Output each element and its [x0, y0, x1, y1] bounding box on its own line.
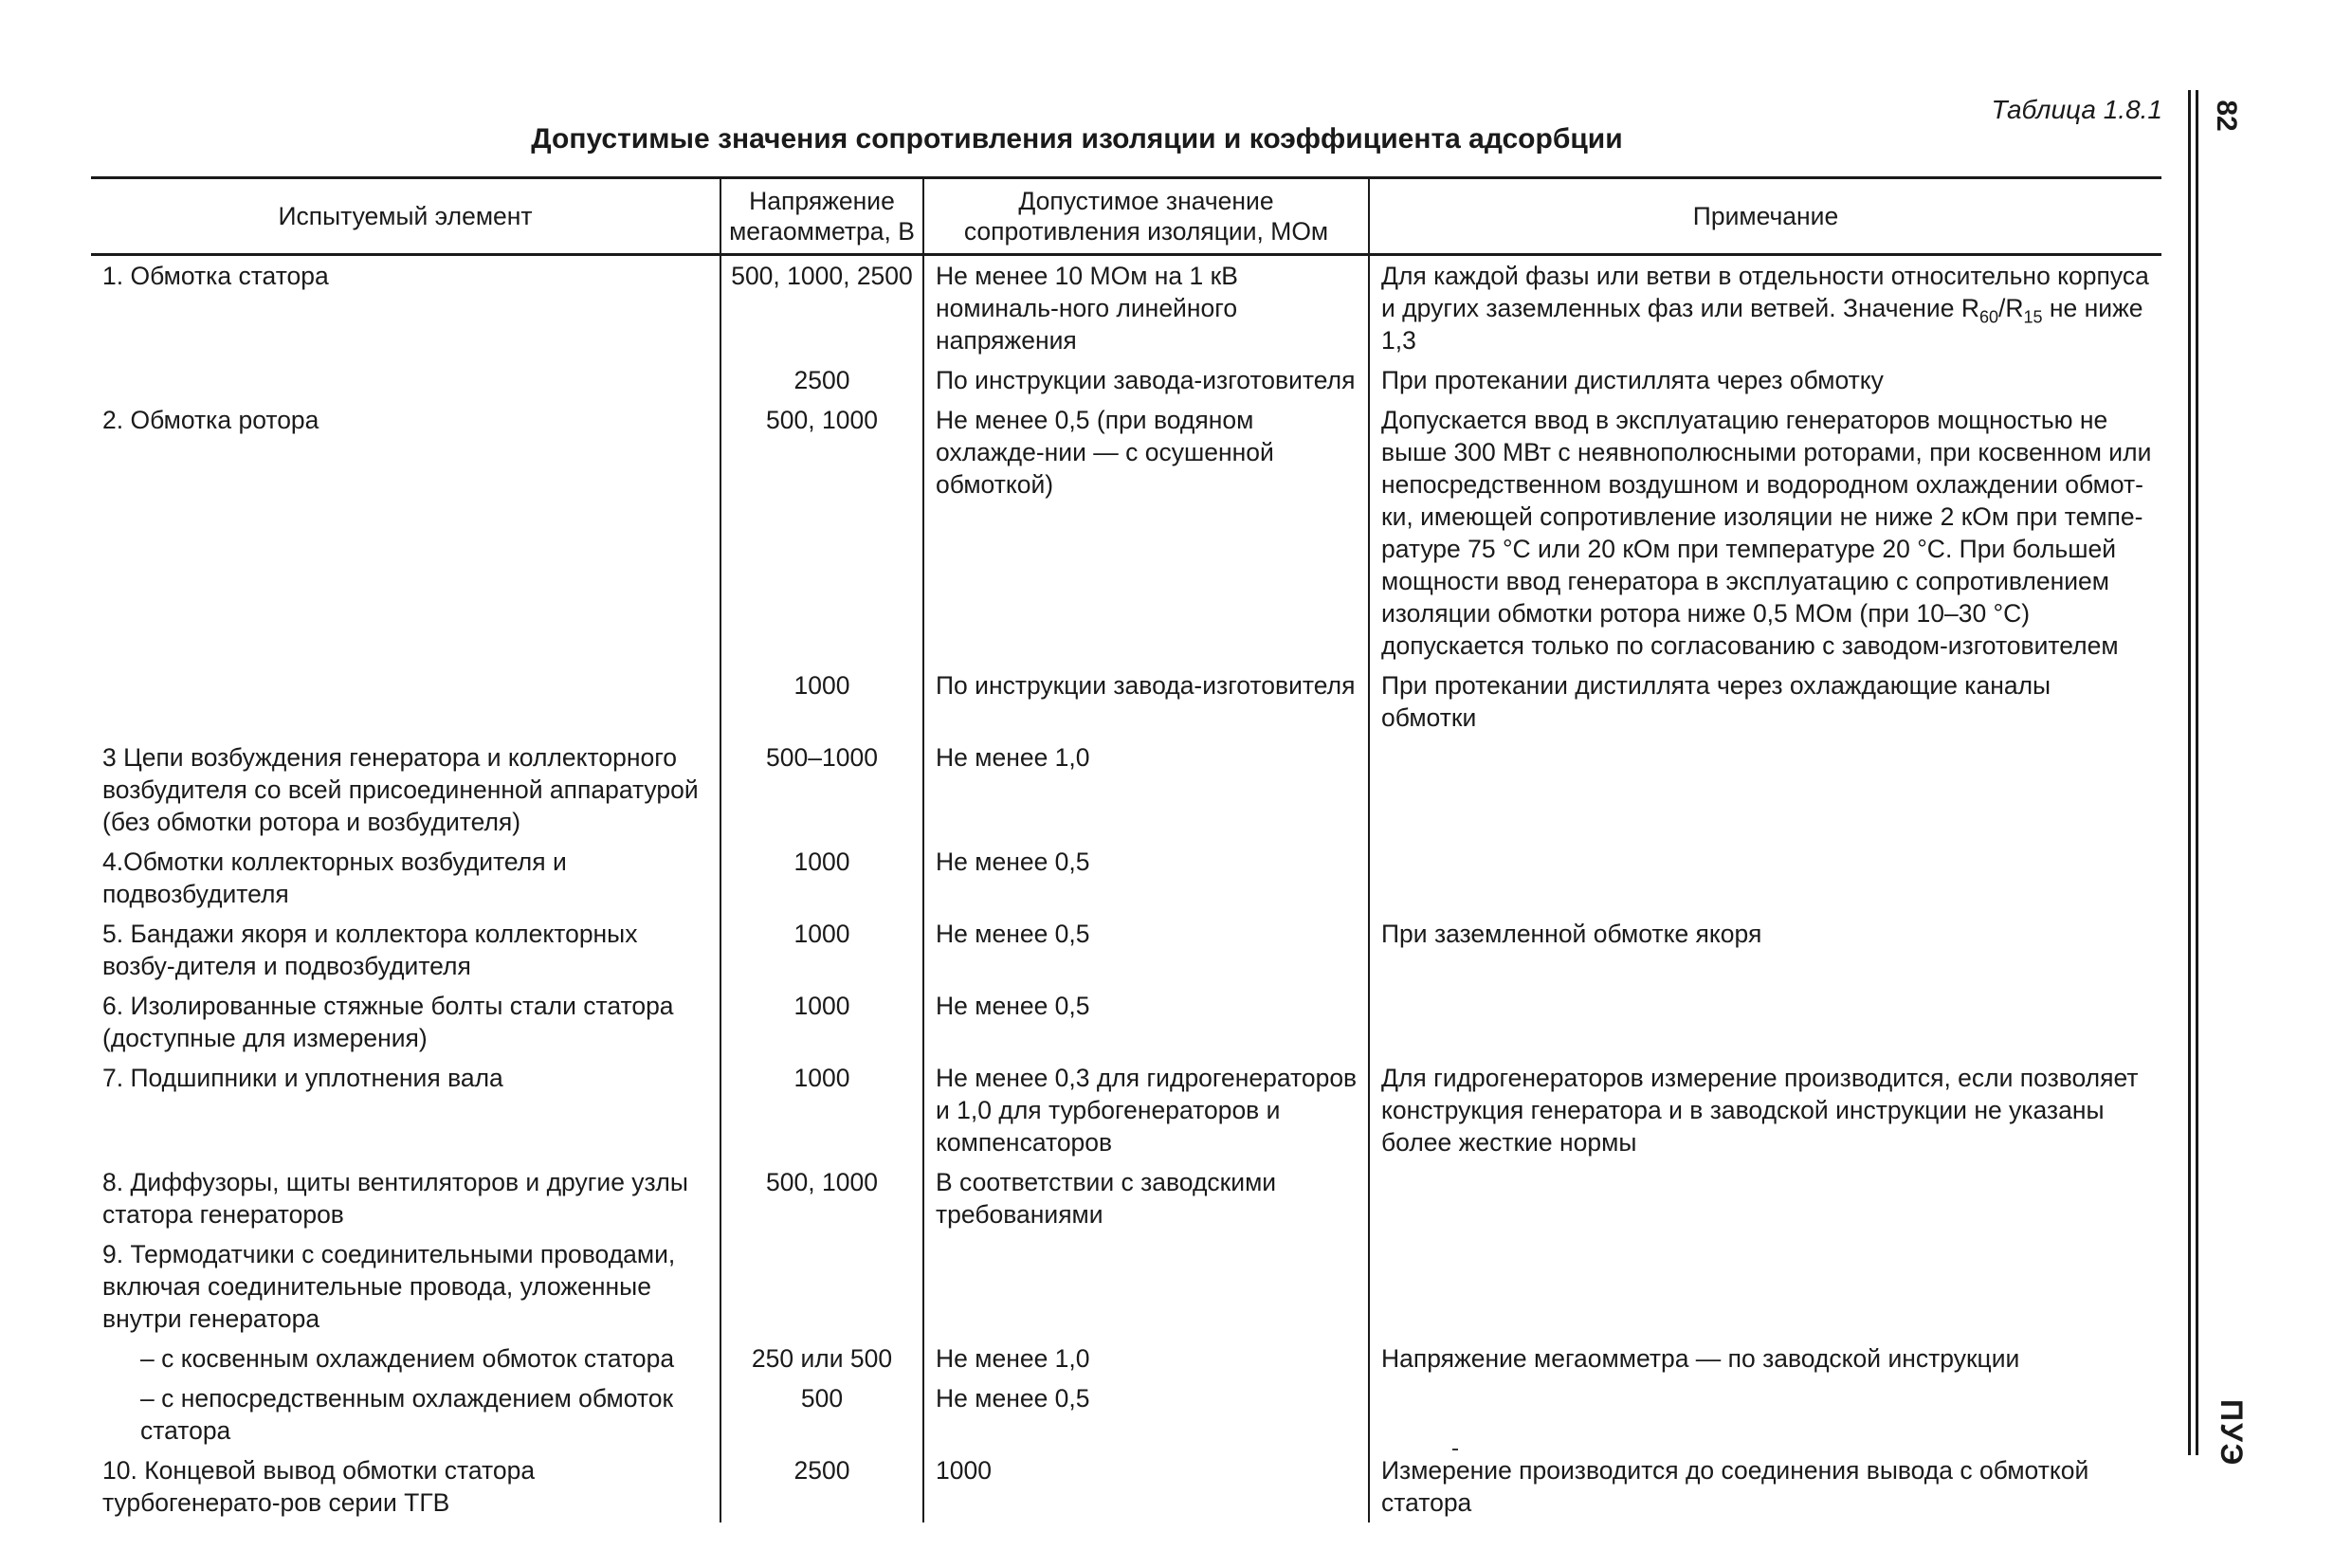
- cell-note: При протекании дистиллята через обмотку: [1369, 360, 2161, 400]
- cell-voltage: 1000: [720, 842, 923, 914]
- cell-resistance: Не менее 0,5: [923, 986, 1369, 1058]
- cell-voltage: 500, 1000: [720, 400, 923, 665]
- cell-voltage: 1000: [720, 914, 923, 986]
- cell-resistance: Не менее 1,0: [923, 1339, 1369, 1378]
- header-note: Примечание: [1369, 178, 2161, 255]
- cell-note: Допускается ввод в эксплуатацию генераторов мощностью не выше 300 МВт с неявнополюсными роторами, при косвенном или непосредственном воздушном и водородном охлаждении обмот-ки, имеющей сопротивление изоляции не ниже 2 кОм при темпе-ратуре 75 °С или 20 кОм при температуре 20 °С. При большей мощности ввод генератора в эксплуатацию с сопротивлением изоляции обмотки ротора ниже 0,5 МОм (при 10–30 °С) допускается только по согласованию с заводом-изготовителем: [1369, 400, 2161, 665]
- cell-note: [1369, 986, 2161, 1058]
- table-row: [91, 842, 2161, 914]
- cell-resistance: Не менее 0,5: [923, 842, 1369, 914]
- note-text: /R: [1998, 294, 2024, 322]
- cell-element: 10. Концевой вывод обмотки статора турбогенерато-ров серии ТГВ: [102, 1456, 536, 1517]
- cell-note: [1369, 1234, 2161, 1339]
- table-row: [91, 360, 2161, 400]
- cell-note: [1369, 842, 2161, 914]
- cell-resistance: Не менее 10 МОм на 1 кВ номиналь-ного линейного напряжения: [923, 255, 1369, 361]
- cell-note: Измерение производится до соединения вывода с обмоткой статора: [1369, 1450, 2161, 1522]
- insulation-table: [91, 176, 2161, 1522]
- cell-voltage: [720, 1234, 923, 1339]
- cell-voltage: 250 или 500: [720, 1339, 923, 1378]
- cell-resistance: Не менее 0,5: [923, 914, 1369, 986]
- note-text: Для каждой фазы или ветви в отдельности относительно корпуса и других заземленных фаз или ветвей. Значение R: [1381, 262, 2149, 322]
- cell-element: – с непосредственным охлаждением обмоток статора: [140, 1384, 674, 1445]
- note-text: не ниже 1,3: [1381, 294, 2143, 355]
- table-row: [91, 738, 2161, 842]
- cell-note: Напряжение мегаомметра — по заводской инструкции: [1369, 1339, 2161, 1378]
- cell-note: [1369, 255, 2161, 361]
- cell-resistance: По инструкции завода-изготовителя: [923, 665, 1369, 738]
- cell-note: Для гидрогенераторов измерение производится, если позволяет конструкция генератора и в заводской инструкции не указаны более жесткие нормы: [1369, 1058, 2161, 1162]
- table-row: [91, 400, 2161, 665]
- cell-voltage: 1000: [720, 1058, 923, 1162]
- table-row: [91, 665, 2161, 738]
- page-number: 82: [2211, 100, 2242, 132]
- cell-element: [91, 360, 720, 400]
- table-row: [91, 1058, 2161, 1162]
- cell-element: 3 Цепи возбуждения генератора и коллекторного возбудителя со всей присоединенной аппаратурой (без обмотки ротора и возбудителя): [102, 743, 699, 836]
- cell-element: 2. Обмотка ротора: [102, 406, 319, 434]
- margin-rule: [2196, 90, 2198, 1455]
- cell-note: При заземленной обмотке якоря: [1369, 914, 2161, 986]
- cell-voltage: 1000: [720, 986, 923, 1058]
- cell-note: При протекании дистиллята через охлаждающие каналы обмотки: [1369, 665, 2161, 738]
- cell-resistance: В соответствии с заводскими требованиями: [923, 1162, 1369, 1234]
- subscript: 60: [1978, 307, 1998, 327]
- table-row: [91, 1378, 2161, 1450]
- cell-resistance: Не менее 0,3 для гидрогенераторов и 1,0 для турбогенераторов и компенсаторов: [923, 1058, 1369, 1162]
- cell-voltage: 500, 1000: [720, 1162, 923, 1234]
- cell-voltage: 500: [720, 1378, 923, 1450]
- cell-element: 1. Обмотка статора: [102, 262, 329, 290]
- table-row: [91, 986, 2161, 1058]
- table-row: [91, 1234, 2161, 1339]
- cell-resistance: Не менее 1,0: [923, 738, 1369, 842]
- cell-note: [1369, 1378, 2161, 1450]
- running-head-label: ПУЭ: [2215, 1399, 2249, 1468]
- cell-voltage: 500, 1000, 2500: [720, 255, 923, 361]
- cell-element: [91, 665, 720, 738]
- cell-element: 8. Диффузоры, щиты вентиляторов и другие узлы статора генераторов: [102, 1168, 688, 1229]
- cell-voltage: 500–1000: [720, 738, 923, 842]
- cell-element: 4.Обмотки коллекторных возбудителя и подвозбудителя: [102, 848, 567, 908]
- table-row: [91, 914, 2161, 986]
- cell-resistance: [923, 1234, 1369, 1339]
- cell-note: [1369, 1162, 2161, 1234]
- cell-voltage: 2500: [720, 1450, 923, 1522]
- cell-element: 9. Термодатчики с соединительными проводами, включая соединительные провода, уложенные внутри генератора: [102, 1240, 676, 1333]
- table-number: Таблица 1.8.1: [1991, 95, 2162, 124]
- header-element: Испытуемый элемент: [91, 178, 720, 255]
- cell-voltage: 2500: [720, 360, 923, 400]
- header-voltage: Напряжение мегаомметра, В: [720, 178, 923, 255]
- table-header-row: [91, 178, 2161, 255]
- table-row: [91, 1162, 2161, 1234]
- cell-element: 7. Подшипники и уплотнения вала: [102, 1064, 503, 1092]
- subscript: 15: [2023, 307, 2043, 327]
- margin-rule: [2188, 90, 2191, 1455]
- cell-resistance: Не менее 0,5 (при водяном охлажде-нии — с осушенной обмоткой): [923, 400, 1369, 665]
- cell-note: [1369, 738, 2161, 842]
- cell-element: – с косвенным охлаждением обмоток статора: [140, 1344, 675, 1373]
- cell-resistance: 1000: [923, 1450, 1369, 1522]
- cell-voltage: 1000: [720, 665, 923, 738]
- table-row: [91, 255, 2161, 361]
- table-row: [91, 1450, 2161, 1522]
- cell-resistance: Не менее 0,5: [923, 1378, 1369, 1450]
- table-row: [91, 1339, 2161, 1378]
- cell-resistance: По инструкции завода-изготовителя: [923, 360, 1369, 400]
- header-resistance: Допустимое значение сопротивления изоляции, МОм: [923, 178, 1369, 255]
- cell-element: 6. Изолированные стяжные болты стали статора (доступные для измерения): [102, 992, 674, 1052]
- scan-mark: [1452, 1449, 1458, 1450]
- table-title: Допустимые значения сопротивления изоляции и коэффициента адсорбции: [531, 123, 1623, 155]
- cell-element: 5. Бандажи якоря и коллектора коллекторных возбу-дителя и подвозбудителя: [102, 920, 638, 980]
